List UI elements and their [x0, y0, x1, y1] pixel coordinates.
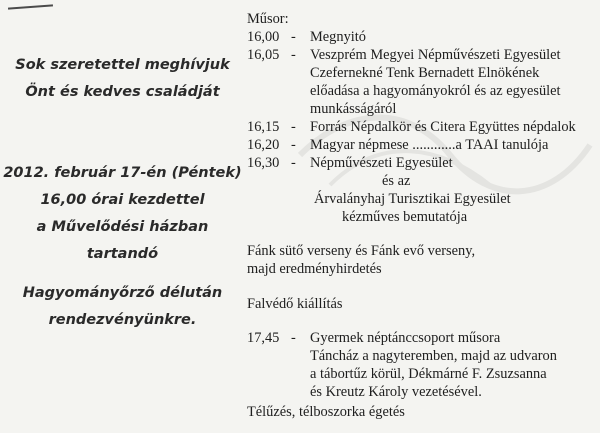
- craft-demonstration: kézműves bemutatója: [342, 209, 468, 225]
- invitation-panel: [0, 0, 245, 433]
- program-desc: és Kreutz Károly vezetésével.: [310, 384, 482, 400]
- program-dash: -: [291, 330, 296, 346]
- program-desc: Táncház a nagyteremben, majd az udvaron: [310, 348, 557, 364]
- program-time: 16,00: [247, 29, 280, 45]
- program-desc: Veszprém Megyei Népművészeti Egyesület: [310, 47, 561, 63]
- program-time: 17,45: [247, 330, 280, 346]
- invitation-line-2: Önt és kedves családját: [25, 84, 220, 100]
- program-desc: előadása a hagyományokról és az egyesület: [310, 83, 561, 99]
- program-desc: Czefernekné Tenk Bernadett Elnökének: [310, 65, 540, 81]
- program-time: 16,15: [247, 119, 280, 135]
- program-desc: munkásságáról: [310, 101, 397, 117]
- invitation-text: [0, 52, 245, 106]
- program-desc: a tábortűz körül, Dékmárné F. Zsuzsanna: [310, 366, 547, 382]
- and-connector: és az: [382, 173, 411, 189]
- program-dash: -: [291, 47, 296, 63]
- invitation-line-1: Sok szeretettel meghívjuk: [15, 57, 230, 73]
- event-date: 2012. február 17-én (Péntek): [3, 165, 242, 181]
- program-desc: Megnyitó: [310, 29, 366, 45]
- program-desc: Magyar népmese ............a TAAI tanulója: [310, 137, 549, 153]
- program-dash: -: [291, 29, 296, 45]
- wall-hanging-exhibition: Falvédő kiállítás: [247, 296, 343, 312]
- program-desc: Gyermek néptánccsoport műsora: [310, 330, 501, 346]
- donut-contest: Fánk sütő verseny és Fánk evő verseny,: [247, 243, 476, 259]
- program-dash: -: [291, 119, 296, 135]
- arvalanyhaj-association: Árvalányhaj Turisztikai Egyesület: [314, 191, 511, 207]
- program-time: 16,30: [247, 155, 280, 171]
- closing-line-1: Hagyományőrző délután: [22, 285, 223, 301]
- results-announcement: majd eredményhirdetés: [247, 261, 382, 277]
- closing-line-2: rendezvényünkre.: [48, 312, 197, 328]
- program-time: 16,05: [247, 47, 280, 63]
- program-desc: Forrás Népdalkör és Citera Együttes népdalok: [310, 119, 576, 135]
- program-heading: Műsor:: [247, 11, 289, 27]
- program-desc: Népművészeti Egyesület: [310, 155, 453, 171]
- program-dash: -: [291, 155, 296, 171]
- event-start-time: 16,00 órai kezdettel: [40, 192, 205, 208]
- closing-text: [0, 280, 245, 334]
- program-dash: -: [291, 137, 296, 153]
- winter-burning: Télűzés, télboszorka égetés: [247, 404, 405, 420]
- event-details: [0, 160, 245, 268]
- program-time: 16,20: [247, 137, 280, 153]
- event-venue: a Művelődési házban tartandó: [36, 219, 209, 262]
